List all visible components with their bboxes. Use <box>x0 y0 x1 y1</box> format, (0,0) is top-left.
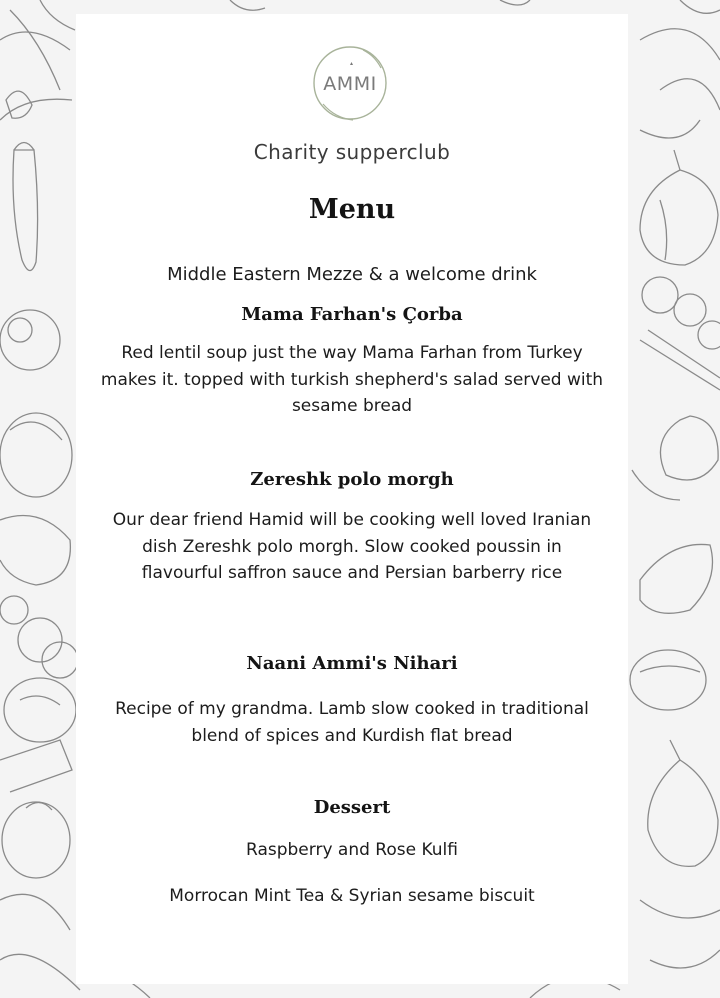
page-title: Menu <box>308 194 396 225</box>
course-description: Recipe of my grandma. Lamb slow cooked in traditional blend of spices and Kurdish flat bread <box>115 699 589 746</box>
eggplant-illustration <box>6 91 38 270</box>
course-title: Naani Ammi's Nihari <box>246 653 458 674</box>
rolling-pin-illustration <box>640 330 720 390</box>
dessert-item: Morrocan Mint Tea & Syrian sesame biscuit <box>169 886 535 906</box>
tomato-illustration <box>0 310 78 878</box>
logo-text: AMMI <box>323 73 377 95</box>
dessert-item: Raspberry and Rose Kulfi <box>246 840 458 860</box>
menu-card <box>76 14 628 984</box>
course-title: Mama Farhan's Çorba <box>241 304 463 325</box>
course-description: Red lentil soup just the way Mama Farhan from Turkey makes it. topped with turkish shepherd's salad served with sesame bread <box>100 343 604 416</box>
sweet-potato-illustration <box>632 470 713 613</box>
sweet-potato-illustration <box>0 516 72 793</box>
subtitle: Charity supperclub <box>253 140 451 164</box>
onion-illustration <box>640 150 718 866</box>
course-title: Zereshk polo morgh <box>250 469 454 490</box>
dessert-heading: Dessert <box>313 797 391 818</box>
intro-line: Middle Eastern Mezze & a welcome drink <box>167 264 537 285</box>
course-description: Our dear friend Hamid will be cooking well loved Iranian dish Zereshk polo morgh. Slow cooked poussin in flavourful saffron sauce and Persian barberry rice <box>112 510 592 583</box>
